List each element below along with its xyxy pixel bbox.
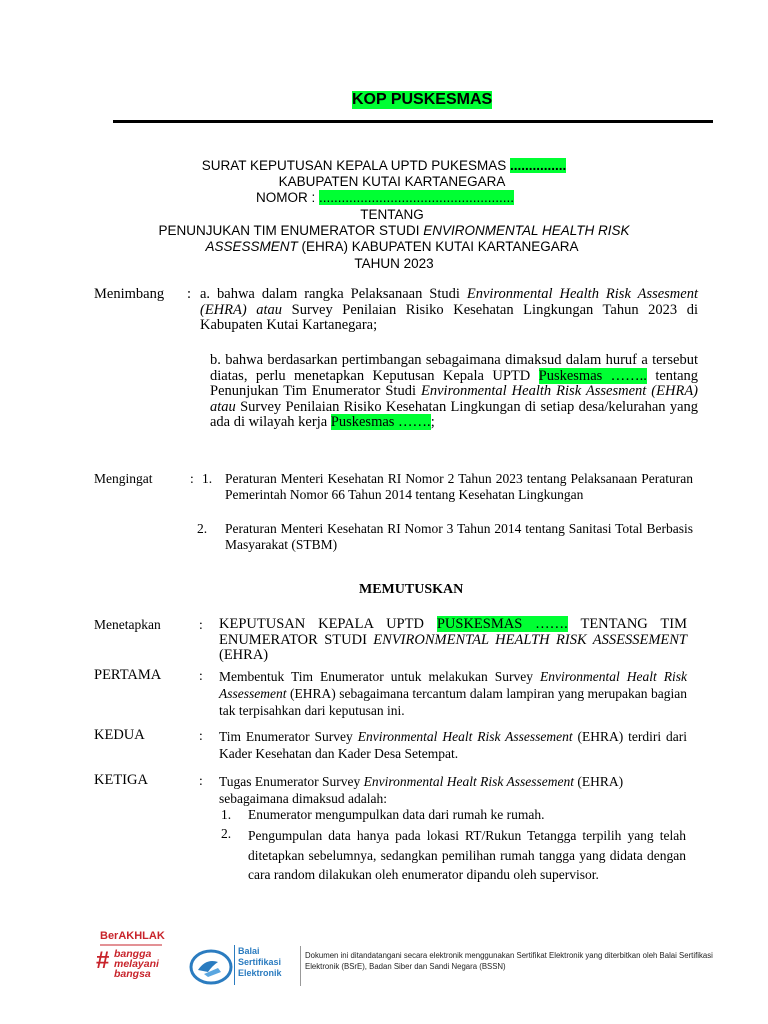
bangga-melayani-bangsa: bangga melayani bangsa <box>114 948 159 980</box>
ketiga-text: Tugas Enumerator Survey Environmental Healt Risk Assessement (EHRA) sebagaimana dimaksud adalah: <box>219 774 624 806</box>
menimbang-b: b. bahwa berdasarkan pertimbangan sebagaimana dimaksud dalam huruf a tersebut diatas, perlu menetapkan Keputusan Kepala UPTD Puskesmas …….. tentang Penunjukan Tim Enumerator Studi Environmental Health Risk Assesment (EHRA) atau Survey Penilaian Risiko Kesehatan Lingkungan di setiap desa/kelurahan yang ada di wilayah kerja Puskesmas …….; <box>210 352 699 430</box>
bsre-divider <box>232 945 236 985</box>
menimbang-colon: : <box>187 286 192 302</box>
menetapkan-label: Menetapkan <box>94 617 161 632</box>
ketiga-label: KETIGA <box>94 772 148 788</box>
puskesmas-highlight: Puskesmas ……. <box>330 414 431 430</box>
esignature-note: Dokumen ini ditandatangani secara elektronik menggunakan Sertifikat Elektronik yang diterbitkan oleh Balai Sertifikasi Elektronik (BSrE), Badan Siber dan Sandi Negara (BSSN) <box>305 951 713 971</box>
memutuskan-heading: MEMUTUSKAN <box>359 582 464 597</box>
header-rule <box>113 120 713 123</box>
decree-title-line1: SURAT KEPUTUSAN KEPALA UPTD PUKESMAS ............... <box>201 158 567 173</box>
menetapkan-colon: : <box>199 617 203 632</box>
berakhlak-underline <box>100 944 162 946</box>
mengingat-item: Peraturan Menteri Kesehatan RI Nomor 2 Tahun 2023 tentang Pelaksanaan Peraturan Pemerintah Nomor 66 Tahun 2014 tentang Kesehatan Lingkungan <box>225 471 693 502</box>
mengingat-colon: : <box>190 471 194 486</box>
tentang-label: TENTANG <box>360 207 424 222</box>
pertama-label: PERTAMA <box>94 667 162 683</box>
menimbang-a: a. bahwa dalam rangka Pelaksanaan Studi Environmental Health Risk Assesment (EHRA) atau Survey Penilaian Risiko Kesehatan Lingkungan Tahun 2023 di Kabupaten Kutai Kartanegara; <box>200 286 698 333</box>
puskesmas-highlight: Puskesmas …….. <box>538 367 647 384</box>
menimbang-label: Menimbang <box>94 286 165 302</box>
puskesmas-highlight: PUSKESMAS ……. <box>436 616 568 632</box>
mengingat-item-number: 2. <box>197 521 208 536</box>
kedua-colon: : <box>199 728 203 743</box>
mengingat-item-number: 1. <box>202 471 213 486</box>
hashtag-icon: # <box>96 947 110 974</box>
bsre-label: Balai Sertifikasi Elektronik <box>238 946 282 978</box>
footer-divider <box>300 946 301 986</box>
mengingat-item: Peraturan Menteri Kesehatan RI Nomor 3 Tahun 2014 tentang Sanitasi Total Berbasis Masyarakat (STBM) <box>225 521 693 552</box>
ketiga-item: Pengumpulan data hanya pada lokasi RT/Rukun Tetangga terpilih yang telah ditetapkan sebelumnya, sedangkan pemilihan rumah tangga yang didata dengan cara random dilakukan oleh enumerator dipandu oleh supervisor. <box>248 828 686 882</box>
subject-line2: ASSESSMENT (EHRA) KABUPATEN KUTAI KARTANEGARA <box>205 239 579 254</box>
kop-title: KOP PUSKESMAS <box>352 91 493 108</box>
puskesmas-placeholder: ............... <box>510 158 567 173</box>
pertama-colon: : <box>199 668 203 683</box>
subject-line1: PENUNJUKAN TIM ENUMERATOR STUDI ENVIRONMENTAL HEALTH RISK <box>158 223 630 238</box>
decree-title-line2: KABUPATEN KUTAI KARTANEGARA <box>278 174 506 189</box>
nomor-placeholder: .................................................... <box>319 190 515 205</box>
pertama-text: Membentuk Tim Enumerator untuk melakukan Survey Environmental Healt Risk Assessement (EHRA) sebagaimana tercantum dalam lampiran yang merupakan bagian tak terpisahkan dari keputusan ini. <box>219 669 687 718</box>
nomor-line: NOMOR : .................................................... <box>256 190 515 205</box>
ketiga-item: Enumerator mengumpulkan data dari rumah ke rumah. <box>248 807 545 822</box>
bsre-emblem-icon <box>188 948 234 986</box>
menetapkan-text: KEPUTUSAN KEPALA UPTD PUSKESMAS ……. TENTANG TIM ENUMERATOR STUDI ENVIRONMENTAL HEALTH RISK ASSESSEMENT (EHRA) <box>219 616 687 663</box>
kedua-label: KEDUA <box>94 727 145 743</box>
ketiga-item-number: 1. <box>221 807 232 822</box>
kedua-text: Tim Enumerator Survey Environmental Healt Risk Assessement (EHRA) terdiri dari Kader Kesehatan dan Kader Desa Setempat. <box>219 729 688 761</box>
year-line: TAHUN 2023 <box>354 256 434 271</box>
berakhlak-logo: BerAKHLAK # bangga melayani bangsa <box>96 930 165 980</box>
mengingat-label: Mengingat <box>94 471 153 486</box>
ketiga-item-number: 2. <box>221 826 232 841</box>
ketiga-colon: : <box>199 773 203 788</box>
